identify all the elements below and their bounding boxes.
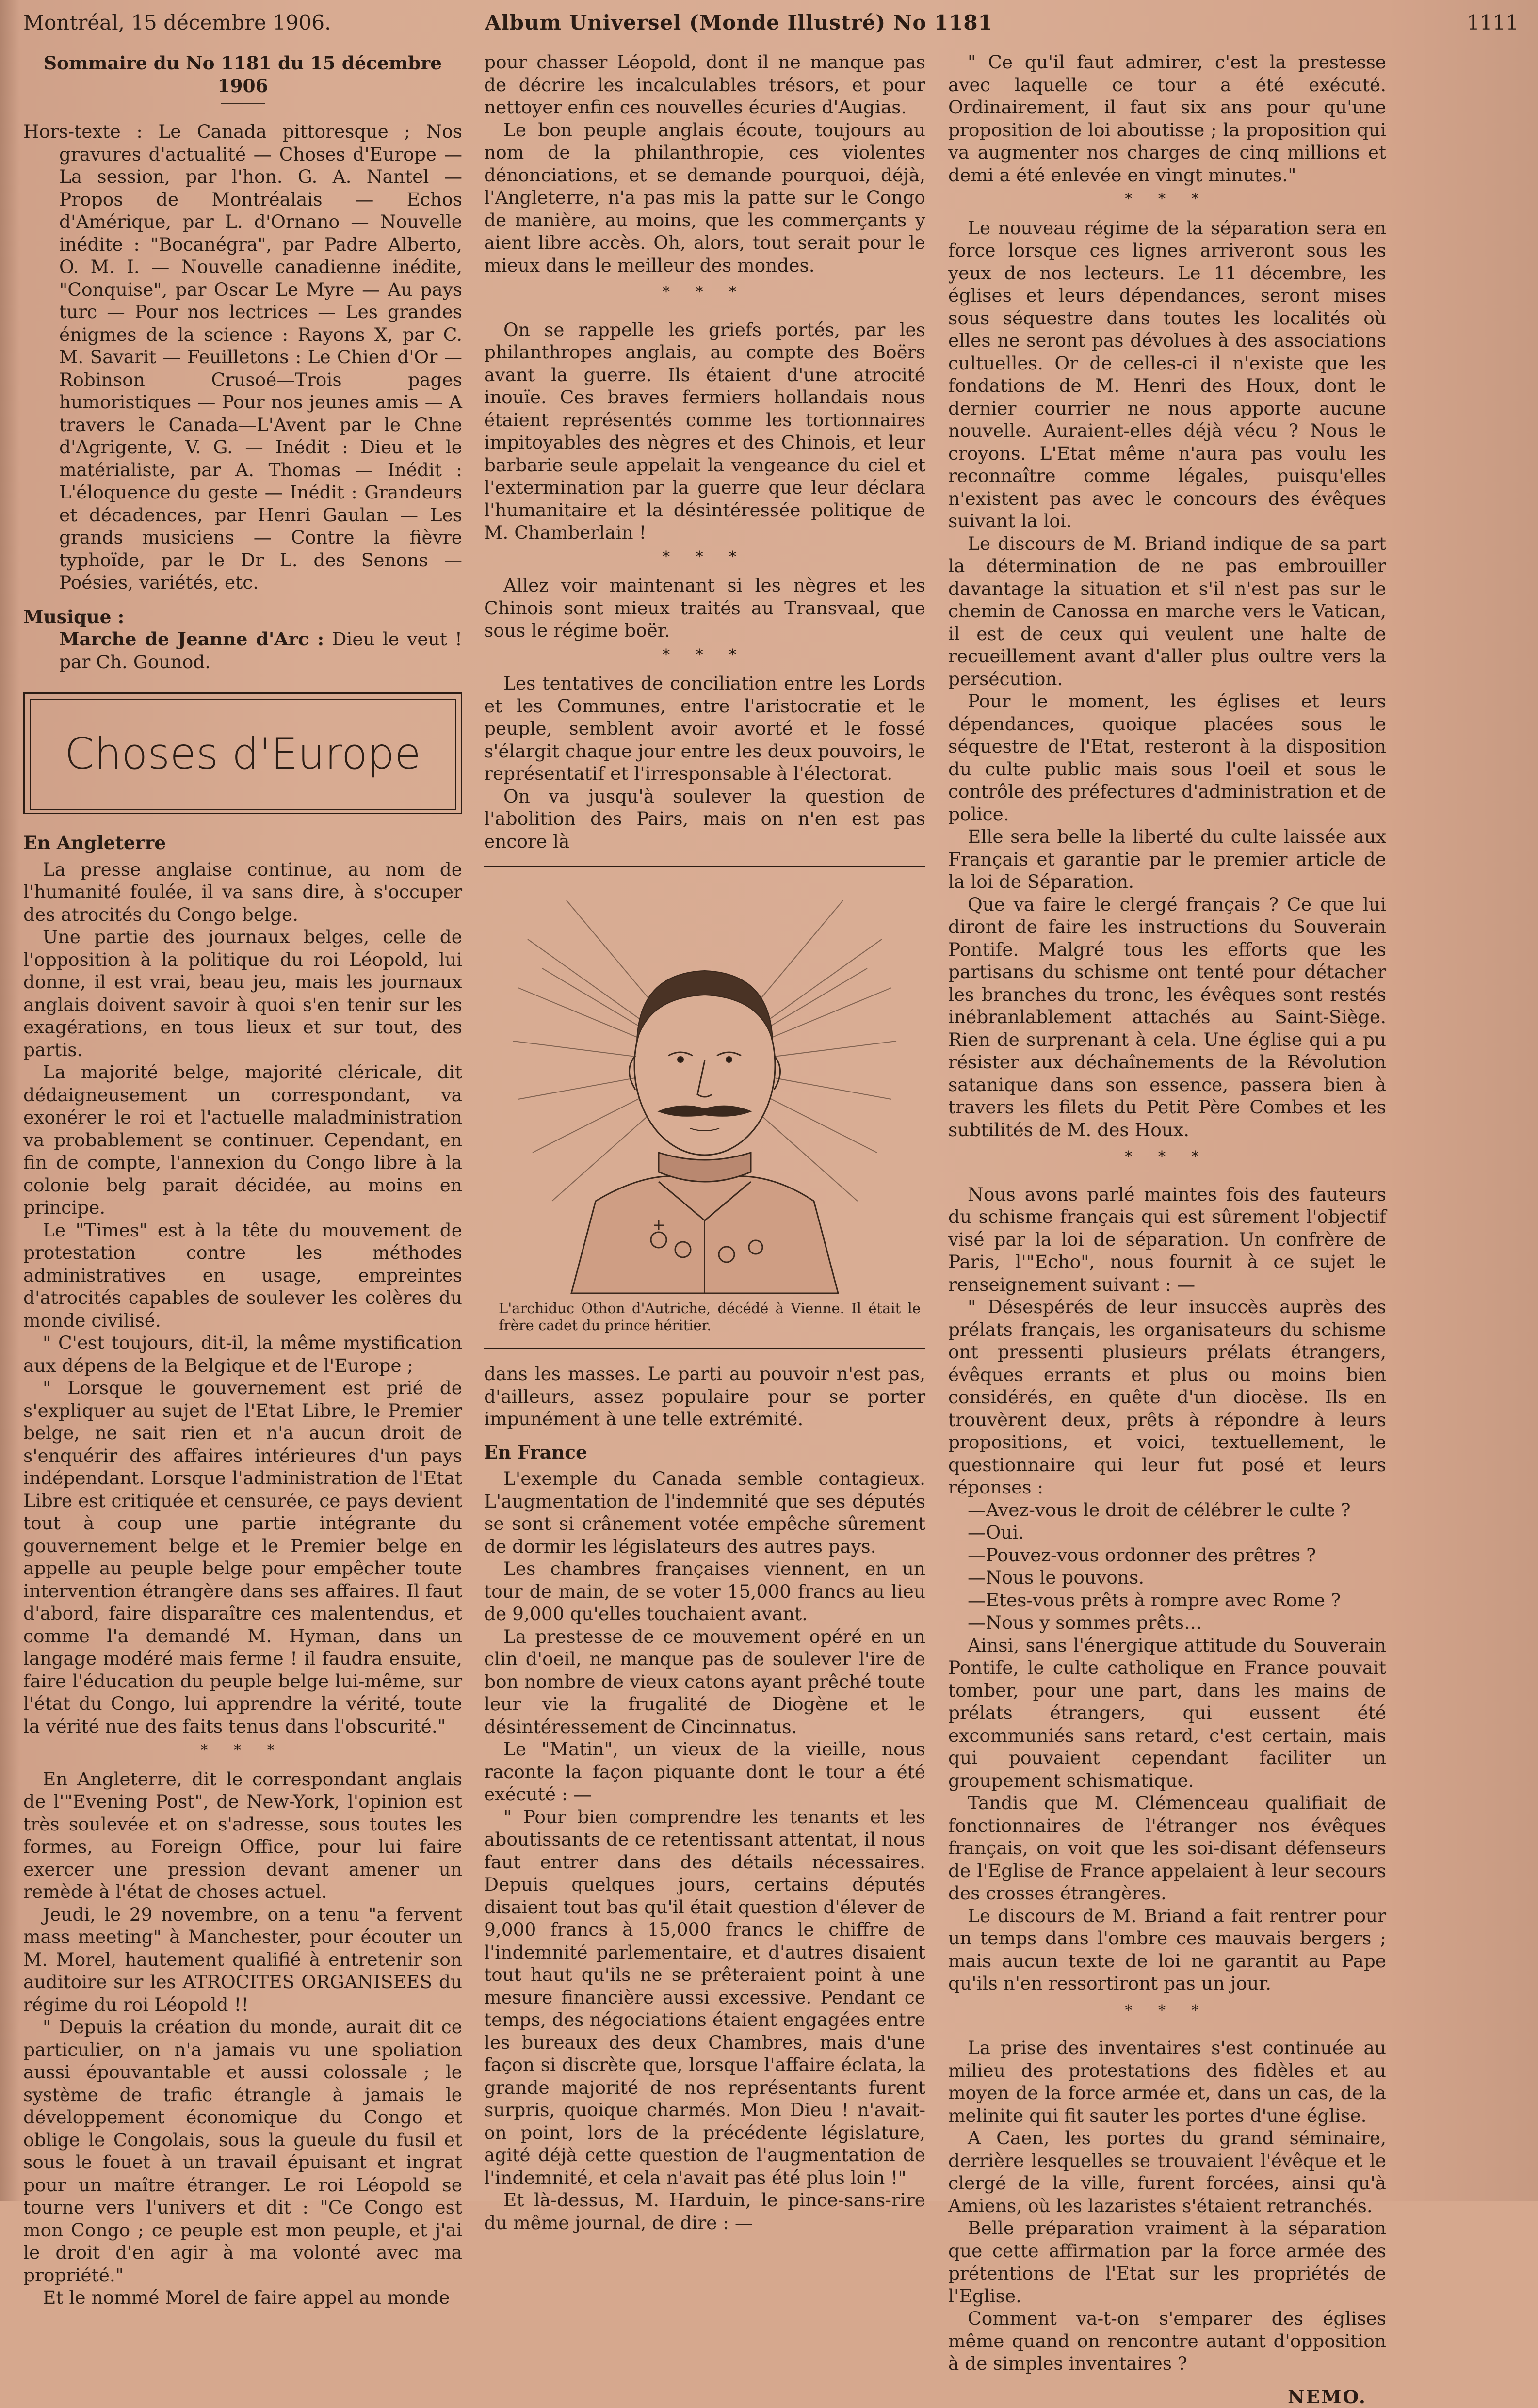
signature: NEMO. [948, 2386, 1386, 2408]
section-stars: * * * [484, 644, 925, 667]
section-stars: * * * [948, 2000, 1386, 2023]
paragraph: La presse anglaise continue, au nom de l'humanité foulée, il va sans dire, à s'occuper des atrocités du Congo belge. [23, 858, 462, 926]
section-title-frame [30, 699, 456, 810]
paragraph: En Angleterre, dit le correspondant anglais de l'"Evening Post", de New-York, l'opinion est très soulevée et on s'adresse, sous toutes les formes, au Foreign Office, pour lui faire exercer une pression devant amener un remède à l'état de choses actuel. [23, 1768, 462, 1903]
sommaire-hors-texte-text: Hors-texte : Le Canada pittoresque ; Nos gravures d'actualité — Choses d'Europe — La session, par l'hon. G. A. Nantel — Propos de Montréalais — Echos d'Amérique, par L. d'Ornano — Nouvelle inédite : "Bocanégra", par Padre Alberto, O. M. I. — Nouvelle canadienne inédite, "Conquise", par Oscar Le Myre — Au pays turc — Pour nos lectrices — Les grandes énigmes de la science : Rayons X, par C. M. Savarit — Feuilletons : Le Chien d'Or — Robinson Crusoé—Trois pages humoristiques — Pour nos jeunes amis — A travers le Canada—L'Avent par le Chne d'Agrigente, V. G. — Inédit : Dieu et le matérialiste, par A. Thomas — Inédit : L'éloquence du geste — Inédit : Grandeurs et décadences, par Henri Gaulan — Les grands musiciens — Contre la fièvre typhoïde, par le Dr L. des Senons — Poésies, variétés, etc. [23, 120, 462, 594]
heading-angleterre: En Angleterre [23, 832, 462, 854]
paragraph: Le discours de M. Briand indique de sa part la détermination de ne pas embrouiller davantage la situation et s'il n'est pas sur le chemin de Canossa en marche vers le Vatican, il est de ceux qui veulent une halte de recueillement avant d'aller plus oultre vers la persécution. [948, 532, 1386, 690]
sommaire-hors-texte [23, 120, 462, 594]
paragraph: La prise des inventaires s'est continuée au milieu des protestations des fidèles et au moyen de la force armée et, dans un cas, de la melinite qui fit sauter les portes d'une église. [948, 2037, 1386, 2127]
paragraph: Une partie des journaux belges, celle de l'opposition à la politique du roi Léopold, lui donne, il est vrai, beau jeu, mais les journaux anglais doivent savoir à quoi s'en tenir sur les exagérations, en tous lieux et sur tout, des partis. [23, 926, 462, 1061]
section-title: Choses d'Europe [65, 743, 421, 766]
paragraph: On se rappelle les griefs portés, par les philanthropes anglais, au compte des Boërs avant la guerre. Ils étaient d'une atrocité inouïe. Ces braves fermiers hollandais nous étaient représentés comme les tortionnaires impitoyables des nègres et des Chinois, et leur barbarie seule appelait la vengeance du ciel et l'extermination par la guerre que leur déclara l'humanitaire et la désintéressée politique de M. Chamberlain ! [484, 319, 925, 544]
paragraph: A Caen, les portes du grand séminaire, derrière lesquelles se trouvaient l'évêque et le clergé de la ville, furent forcées, ainsi qu'à Amiens, où les lazaristes s'étaient retranchés. [948, 2127, 1386, 2217]
paragraph: On va jusqu'à soulever la question de l'abolition des Pairs, mais on n'en est pas encore là [484, 785, 925, 853]
paragraph: La majorité belge, majorité cléricale, dit dédaigneusement un correspondant, va exonérer le roi et l'actuelle maladministration va probablement se continuer. Cependant, en fin de compte, l'annexion du Congo libre à la colonie belg parait décidée, au moins en principe. [23, 1061, 462, 1219]
paragraph: La prestesse de ce mouvement opéré en un clin d'oeil, ne manque pas de soulever l'ire de bon nombre de vieux catons ayant prêché toute leur vie la frugalité de Diogène et le désintéressement de Cincinnatus. [484, 1625, 925, 1738]
portrait-figure [484, 881, 925, 1334]
paragraph: L'exemple du Canada semble contagieux. L'augmentation de l'indemnité que ses députés se sont si crânement votée empêche sûrement de dormir les législateurs des autres pays. [484, 1467, 925, 1557]
column-3 [948, 51, 1386, 2175]
section-stars: * * * [484, 546, 925, 569]
paragraph: Les chambres françaises viennent, en un tour de main, de se voter 15,000 francs au lieu de 9,000 qu'elles touchaient avant. [484, 1557, 925, 1625]
portrait-engraving [499, 881, 911, 1293]
paragraph: Comment va-t-on s'emparer des églises même quand on rencontre autant d'opposition à de simples inventaires ? [948, 2307, 1386, 2375]
paragraph: Le bon peuple anglais écoute, toujours au nom de la philanthropie, ces violentes dénonciations, et se demande pourquoi, déjà, l'Angleterre, n'a pas mis la patte sur le Congo de manière, au moins, que les commerçants y aient libre accès. Oh, alors, tout serait pour le mieux dans le meilleur des mondes. [484, 119, 925, 277]
paragraph: Elle sera belle la liberté du culte laissée aux Français et garantie par le premier article de la loi de Séparation. [948, 825, 1386, 893]
header-page-number: 1111 [1467, 11, 1519, 34]
header-publication: Album Universel (Monde Illustré) No 1181 [485, 11, 993, 34]
paragraph: " Depuis la création du monde, aurait dit ce particulier, on n'a jamais vu une spoliation aussi épouvantable et aussi colossale ; le système de trafic étrangle à jamais le développement économique du Congo et oblige le Congolais, sous la gueule du fusil et sous le fouet à un travail épuisant et ingrat pour un maître étranger. Le roi Léopold se tourne vers l'univers et dit : "Ce Congo est mon Congo ; ce peuple est mon peuple, et j'ai le droit d'en agir à ma volonté avec ma propriété." [23, 2016, 462, 2286]
column-1 [23, 51, 462, 2175]
sommaire-rule [221, 103, 265, 104]
paragraph: " Pour bien comprendre les tenants et les aboutissants de ce retentissant attentat, il nous faut entrer dans des détails nécessaires. Depuis quelques jours, certains députés disaient tout bas qu'il était question d'élever de 9,000 francs à 15,000 francs le chiffre de l'indemnité parlementaire, et d'autres disaient tout haut qu'ils ne se prêteraient point à une mesure financière aussi excessive. Pendant ce temps, des négociations étaient engagées entre les bureaux des deux Chambres, mais d'une façon si discrète que, lorsque l'affaire éclata, la grande majorité de nos représentants furent surpris, quoique charmés. Mon Dieu ! n'avait-on point, lors de la précédente législature, agité déjà cette question de l'augmentation de l'indemnité, et cela n'avait pas été plus loin !" [484, 1806, 925, 2189]
dialogue-line: —Nous y sommes prêts… [948, 1611, 1386, 1634]
column-2 [484, 51, 925, 2175]
paragraph: Ainsi, sans l'énergique attitude du Souverain Pontife, le culte catholique en France pouvait tomber, pour une part, dans les mains de prélats étrangers, qui eussent été excommuniés sans retard, c'est certain, mais qui pouvaient cependant faciliter un groupement schismatique. [948, 1634, 1386, 1792]
paragraph: " Lorsque le gouvernement est prié de s'expliquer au sujet de l'Etat Libre, le Premier belge, ne sait rien et n'a aucun droit de s'enquérir des affaires intérieures d'un pays indépendant. Lorsque l'administration de l'Etat Libre est critiquée et censurée, ce pays devient tout à coup une partie intégrante du gouvernement belge et le Premier belge en appelle au peuple belge pour empêcher toute intervention étrangère dans ses affaires. Il faut d'abord, faire disparaître ces malentendus, et comme l'a demandé M. Hyman, dans un langage modéré mais ferme ! il faudra ensuite, faire l'éducation du peuple belge lui-même, sur l'état du Congo, lui apprendre la vérité, toute la vérité nue des faits tenus dans l'obscurité." [23, 1377, 462, 1737]
portrait-caption: L'archiduc Othon d'Autriche, décédé à Vienne. Il était le frère cadet du prince héritier. [484, 1293, 925, 1334]
paragraph: " Ce qu'il faut admirer, c'est la prestesse avec laquelle ce tour a été exécuté. Ordinairement, il faut six ans pour qu'une proposition de loi aboutisse ; la proposition qui va augmenter nos charges de cinq millions et demi a été enlevée en vingt minutes." [948, 51, 1386, 186]
paragraph: Pour le moment, les églises et leurs dépendances, quoique placées sous le séquestre de l'Etat, resteront à la disposition du culte public mais sous l'oeil et sous le contrôle des préfectures d'administration et de police. [948, 690, 1386, 825]
heading-france: En France [484, 1441, 925, 1464]
sommaire-title: Sommaire du No 1181 du 15 décembre 1906 [23, 52, 462, 97]
paragraph: Allez voir maintenant si les nègres et les Chinois sont mieux traités au Transvaal, que sous le régime boër. [484, 574, 925, 642]
page-header [0, 11, 1538, 45]
sommaire-musique-label: Musique : [23, 606, 462, 628]
paragraph: pour chasser Léopold, dont il ne manque pas de décrire les incalculables trésors, et pour nettoyer enfin ces nouvelles écuries d'Augias. [484, 51, 925, 119]
paragraph: Tandis que M. Clémenceau qualifiait de fonctionnaires de l'étranger nos évêques français, on voit que les soi-disant défenseurs de l'Eglise de France appelaient à leur secours des crosses étrangères. [948, 1792, 1386, 1905]
section-stars: * * * [484, 281, 925, 304]
header-date: Montréal, 15 décembre 1906. [23, 11, 331, 34]
dialogue-line: —Nous le pouvons. [948, 1566, 1386, 1589]
section-title-box [23, 692, 462, 814]
sommaire-musique-item [23, 628, 462, 673]
musique-rest: Dieu le veut ! par Ch. Gounod. [59, 628, 462, 673]
paragraph: " C'est toujours, dit-il, la même mystification aux dépens de la Belgique et de l'Europe ; [23, 1332, 462, 1377]
paragraph: Jeudi, le 29 novembre, on a tenu "a fervent mass meeting" à Manchester, pour écouter un M. Morel, hautement qualifié à entretenir son auditoire sur les ATROCITES ORGANISEES du régime du roi Léopold !! [23, 1903, 462, 2016]
paragraph: Le "Times" est à la tête du mouvement de protestation contre les méthodes administratives en usage, empreintes d'atrocités capables de soulever les colères du monde civilisé. [23, 1219, 462, 1332]
paragraph: Le discours de M. Briand a fait rentrer pour un temps dans l'ombre ces mauvais bergers ; mais aucun texte de loi ne garantit au Pape qu'ils n'en ressortiront pas un jour. [948, 1905, 1386, 1995]
dialogue-line: —Etes-vous prêts à rompre avec Rome ? [948, 1589, 1386, 1612]
paragraph: Les tentatives de conciliation entre les Lords et les Communes, entre l'aristocratie et le peuple, semblent avoir avorté et le fossé s'élargit chaque jour entre les deux pouvoirs, le représentatif et l'irresponsable à l'électorat. [484, 672, 925, 785]
figure-rule-top [484, 866, 925, 867]
paragraph: dans les masses. Le parti au pouvoir n'est pas, d'ailleurs, assez populaire pour se porter impunément à une telle extrémité. [484, 1363, 925, 1430]
dialogue-line: —Pouvez-vous ordonner des prêtres ? [948, 1544, 1386, 1567]
paragraph: Le "Matin", un vieux de la vieille, nous raconte la façon piquante dont le tour a été exécuté : — [484, 1738, 925, 1806]
paragraph: Et là-dessus, M. Harduin, le pince-sans-rire du même journal, de dire : — [484, 2189, 925, 2234]
musique-title: Marche de Jeanne d'Arc : [59, 628, 324, 650]
paragraph: Et le nommé Morel de faire appel au monde [23, 2286, 462, 2309]
paragraph: " Désespérés de leur insuccès auprès des prélats français, les organisateurs du schisme ont pressenti plusieurs prélats étrangers, évêques errants et plus ou moins bien considérés, en quête d'un diocèse. Ils en trouvèrent deux, prêts à répondre à leurs propositions, et voici, textuellement, le questionnaire qui leur fut posé et leurs réponses : [948, 1296, 1386, 1499]
dialogue-line: —Avez-vous le droit de célébrer le culte ? [948, 1499, 1386, 1522]
paragraph: Nous avons parlé maintes fois des fauteurs du schisme français qui est sûrement l'objectif visé par la loi de séparation. Un confrère de Paris, l'"Echo", nous fournit à ce sujet le renseignement suivant : — [948, 1183, 1386, 1296]
section-stars: * * * [23, 1739, 462, 1762]
section-stars: * * * [948, 188, 1386, 211]
paragraph: Belle préparation vraiment à la séparation que cette affirmation par la force armée des prétentions de l'Etat sur les propriétés de l'Eglise. [948, 2217, 1386, 2307]
dialogue-line: —Oui. [948, 1521, 1386, 1544]
paragraph: Que va faire le clergé français ? Ce que lui diront de faire les instructions du Souverain Pontife. Malgré tous les efforts que les partisans du schisme ont tenté pour détacher les branches du tronc, les évêques sont restés inébranlablement attachés au Saint-Siège. Rien de surprenant à cela. Une église qui a pu résister aux déchaînements de la Révolution satanique dans son essence, passera bien à travers les filets du Petit Père Combes et les subtilités de M. des Houx. [948, 893, 1386, 1141]
section-stars: * * * [948, 1146, 1386, 1169]
binding-shadow [0, 0, 19, 2201]
figure-rule-bottom [484, 1348, 925, 1349]
paragraph: Le nouveau régime de la séparation sera en force lorsque ces lignes arriveront sous les yeux de nos lecteurs. Le 11 décembre, les églises et leurs dépendances, seront mises sous séquestre dans toutes les localités où elles ne seront pas dévolues à des associations cultuelles. Or de celles-ci il n'existe que les fondations de M. Henri des Houx, dont le dernier courrier ne nous apporte aucune nouvelle. Auraient-elles déjà vécu ? Nous le croyons. L'Etat même n'aura pas voulu les reconnaître comme légales, puisqu'elles n'existent pas avec le concours des évêques suivant la loi. [948, 217, 1386, 532]
